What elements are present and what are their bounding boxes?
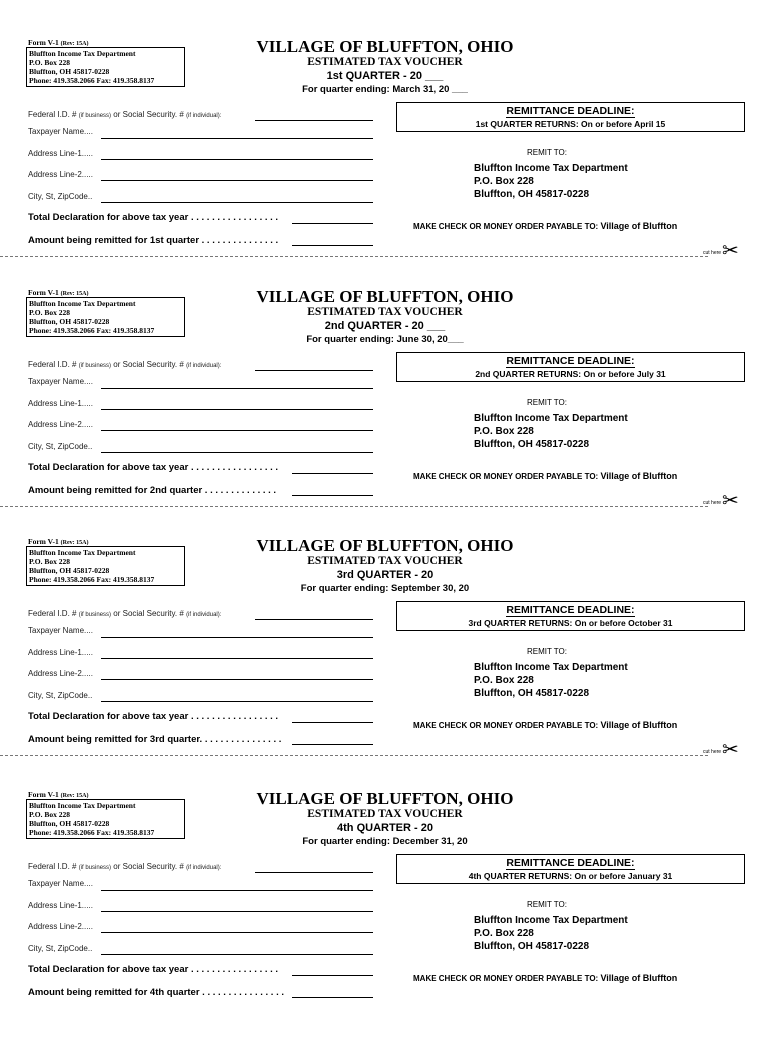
voucher-subtitle: ESTIMATED TAX VOUCHER [307,306,463,318]
payable-to: MAKE CHECK OR MONEY ORDER PAYABLE TO: Village of Bluffton [413,973,678,983]
amount-remitted-label: Amount being remitted for 1st quarter . . . . . . . . . . . . . . . [28,235,279,246]
department-address-box: Bluffton Income Tax Department P.O. Box 228 Bluffton, OH 45817-0228 Phone: 419.358.2066 Fax: 419.358.8137 [26,546,185,586]
department-address-box: Bluffton Income Tax Department P.O. Box 228 Bluffton, OH 45817-0228 Phone: 419.358.2066 Fax: 419.358.8137 [26,47,185,87]
scissors-icon: ✂ [722,490,739,512]
total-declaration-label: Total Declaration for above tax year . . . . . . . . . . . . . . . . . [28,462,279,473]
total-declaration-label: Total Declaration for above tax year . . . . . . . . . . . . . . . . . [28,212,279,223]
city-st-zip-label: City, St, ZipCode.. [28,691,93,700]
voucher-q1 [0,36,770,286]
remittance-deadline-box [396,102,745,132]
quarter-ending: For quarter ending: December 31, 20 [302,836,468,847]
payable-to: MAKE CHECK OR MONEY ORDER PAYABLE TO: Village of Bluffton [413,221,678,231]
federal-id-label: Federal I.D. # (if business) or Social Security. # (if individual): [28,110,222,119]
form-id: Form V-1 (Rev: 15A) [28,790,89,799]
remit-to-label: REMIT TO: [526,647,567,656]
city-st-zip-field[interactable] [101,452,373,453]
city-st-zip-label: City, St, ZipCode.. [28,442,93,451]
federal-id-field[interactable] [255,872,373,873]
total-declaration-field[interactable] [292,722,373,723]
address-line2-label: Address Line-2..... [28,669,93,678]
total-declaration-label: Total Declaration for above tax year . . . . . . . . . . . . . . . . . [28,711,279,722]
remittance-deadline-title: REMITTANCE DEADLINE: [506,857,635,869]
quarter-title: 2nd QUARTER - 20 ___ [324,320,446,332]
village-title: VILLAGE OF BLUFFTON, OHIO [256,789,514,808]
form-id: Form V-1 (Rev: 15A) [28,288,89,297]
remittance-deadline-title: REMITTANCE DEADLINE: [506,604,635,616]
address-line1-label: Address Line-1..... [28,648,93,657]
remittance-deadline-box [396,352,745,382]
federal-id-field[interactable] [255,619,373,620]
city-st-zip-field[interactable] [101,701,373,702]
address-line1-label: Address Line-1..... [28,149,93,158]
cut-line [0,256,708,257]
address-line1-field[interactable] [101,409,373,410]
quarter-ending: For quarter ending: September 30, 20 [300,583,470,594]
address-line1-field[interactable] [101,159,373,160]
form-id: Form V-1 (Rev: 15A) [28,38,89,47]
federal-id-field[interactable] [255,120,373,121]
payable-to: MAKE CHECK OR MONEY ORDER PAYABLE TO: Village of Bluffton [413,471,678,481]
voucher-subtitle: ESTIMATED TAX VOUCHER [307,56,463,68]
amount-remitted-label: Amount being remitted for 3rd quarter. . . . . . . . . . . . . . . . [28,734,282,745]
city-st-zip-label: City, St, ZipCode.. [28,944,93,953]
address-line2-label: Address Line-2..... [28,922,93,931]
deadline-text: 1st QUARTER RETURNS: On or before April 15 [475,119,666,129]
taxpayer-name-field[interactable] [101,637,373,638]
total-declaration-field[interactable] [292,473,373,474]
scissors-icon: ✂ [722,240,739,262]
address-line2-field[interactable] [101,679,373,680]
voucher-subtitle: ESTIMATED TAX VOUCHER [307,555,463,567]
remittance-deadline-title: REMITTANCE DEADLINE: [506,355,635,367]
deadline-text: 3rd QUARTER RETURNS: On or before October 31 [468,618,673,628]
amount-remitted-field[interactable] [292,997,373,998]
address-line2-field[interactable] [101,932,373,933]
quarter-ending: For quarter ending: June 30, 20___ [306,334,464,345]
address-line2-label: Address Line-2..... [28,420,93,429]
address-line2-field[interactable] [101,180,373,181]
cut-here-label: cut here [703,500,722,506]
village-title: VILLAGE OF BLUFFTON, OHIO [256,287,514,306]
federal-id-label: Federal I.D. # (if business) or Social Security. # (if individual): [28,360,222,369]
federal-id-label: Federal I.D. # (if business) or Social Security. # (if individual): [28,609,222,618]
total-declaration-label: Total Declaration for above tax year . . . . . . . . . . . . . . . . . [28,964,279,975]
scissors-icon: ✂ [722,739,739,761]
village-title: VILLAGE OF BLUFFTON, OHIO [256,37,514,56]
remit-address: Bluffton Income Tax Department P.O. Box 228 Bluffton, OH 45817-0228 [474,163,628,200]
department-address-box: Bluffton Income Tax Department P.O. Box 228 Bluffton, OH 45817-0228 Phone: 419.358.2066 Fax: 419.358.8137 [26,297,185,337]
quarter-title: 1st QUARTER - 20 ___ [326,70,444,82]
deadline-text: 4th QUARTER RETURNS: On or before January 31 [468,871,673,881]
address-line1-label: Address Line-1..... [28,901,93,910]
remit-to-label: REMIT TO: [526,148,567,157]
quarter-title: 4th QUARTER - 20 [337,822,433,834]
address-line2-field[interactable] [101,430,373,431]
taxpayer-name-field[interactable] [101,890,373,891]
federal-id-field[interactable] [255,370,373,371]
address-line1-field[interactable] [101,911,373,912]
amount-remitted-field[interactable] [292,245,373,246]
quarter-title: 3rd QUARTER - 20 [336,569,434,581]
address-line1-label: Address Line-1..... [28,399,93,408]
taxpayer-name-label: Taxpayer Name.... [28,377,93,386]
cut-line [0,755,708,756]
address-line1-field[interactable] [101,658,373,659]
form-id: Form V-1 (Rev: 15A) [28,537,89,546]
voucher-subtitle: ESTIMATED TAX VOUCHER [307,808,463,820]
taxpayer-name-field[interactable] [101,138,373,139]
remit-address: Bluffton Income Tax Department P.O. Box 228 Bluffton, OH 45817-0228 [474,662,628,699]
city-st-zip-field[interactable] [101,954,373,955]
quarter-ending: For quarter ending: March 31, 20 ___ [302,84,468,95]
voucher-q2 [0,286,770,536]
federal-id-label: Federal I.D. # (if business) or Social Security. # (if individual): [28,862,222,871]
deadline-text: 2nd QUARTER RETURNS: On or before July 31 [475,369,666,379]
remittance-deadline-box [396,854,745,884]
remit-to-label: REMIT TO: [526,398,567,407]
cut-here-label: cut here [703,250,722,256]
remittance-deadline-title: REMITTANCE DEADLINE: [506,105,635,117]
cut-here-label: cut here [703,749,722,755]
city-st-zip-label: City, St, ZipCode.. [28,192,93,201]
amount-remitted-field[interactable] [292,744,373,745]
city-st-zip-field[interactable] [101,202,373,203]
voucher-q3 [0,535,770,785]
payable-to: MAKE CHECK OR MONEY ORDER PAYABLE TO: Village of Bluffton [413,720,678,730]
taxpayer-name-label: Taxpayer Name.... [28,127,93,136]
remit-address: Bluffton Income Tax Department P.O. Box 228 Bluffton, OH 45817-0228 [474,915,628,952]
village-title: VILLAGE OF BLUFFTON, OHIO [256,536,514,555]
taxpayer-name-field[interactable] [101,388,373,389]
department-address-box: Bluffton Income Tax Department P.O. Box 228 Bluffton, OH 45817-0228 Phone: 419.358.2066 Fax: 419.358.8137 [26,799,185,839]
amount-remitted-label: Amount being remitted for 4th quarter . . . . . . . . . . . . . . . . [28,987,284,998]
total-declaration-field[interactable] [292,975,373,976]
total-declaration-field[interactable] [292,223,373,224]
amount-remitted-field[interactable] [292,495,373,496]
address-line2-label: Address Line-2..... [28,170,93,179]
remit-address: Bluffton Income Tax Department P.O. Box 228 Bluffton, OH 45817-0228 [474,413,628,450]
cut-line [0,506,708,507]
taxpayer-name-label: Taxpayer Name.... [28,879,93,888]
voucher-q4 [0,788,770,1038]
amount-remitted-label: Amount being remitted for 2nd quarter . . . . . . . . . . . . . . [28,485,277,496]
remittance-deadline-box [396,601,745,631]
taxpayer-name-label: Taxpayer Name.... [28,626,93,635]
remit-to-label: REMIT TO: [526,900,567,909]
